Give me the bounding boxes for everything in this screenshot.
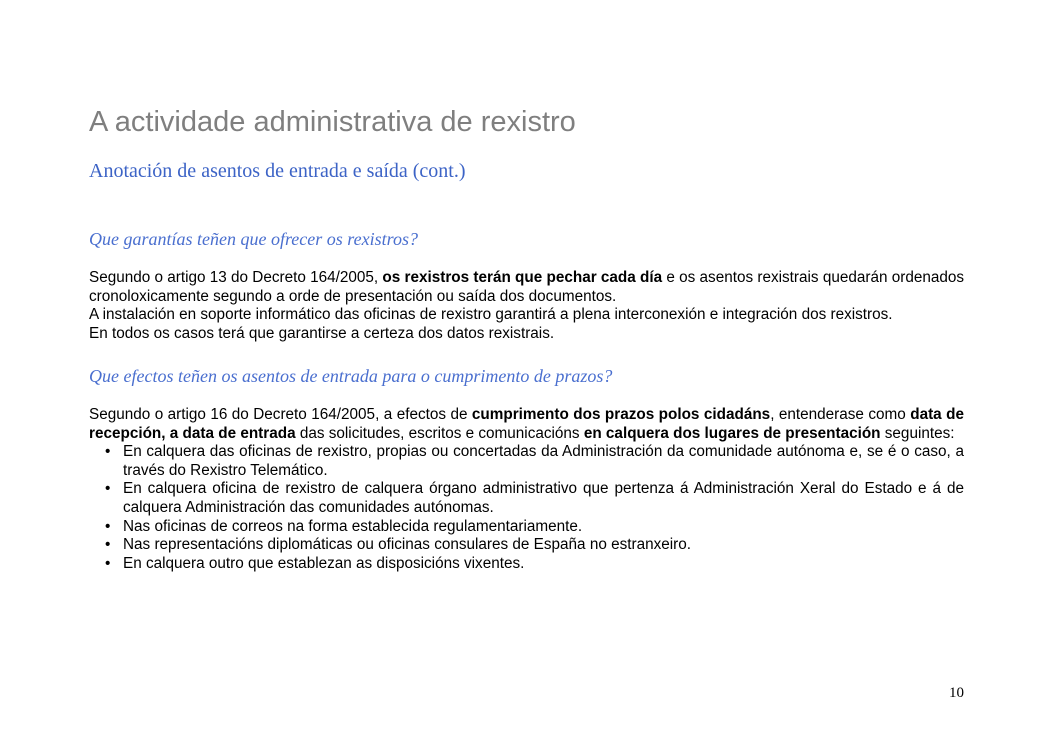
section-1-question: Que garantías teñen que ofrecer os rexistros?: [89, 229, 418, 249]
list-item-text: En calquera oficina de rexistro de calquera órgano administrativo que pertenza á Administración Xeral do Estado e á de calquera Administración das comunidades autónomas.: [123, 480, 964, 516]
text-run: e os asentos rexistrais quedarán ordenados cronoloxicamente segundo a orde de presentación ou saída dos documentos.: [89, 269, 965, 305]
text-run: das solicitudes, escritos e comunicacións: [295, 424, 584, 442]
section-1-paragraph-1: [89, 269, 964, 306]
section-1-paragraph-3: En todos os casos terá que garantirse a certeza dos datos rexistrais.: [89, 324, 555, 342]
section-1-body: [89, 269, 964, 343]
section-2-paragraph-1: [89, 406, 964, 443]
page-number: 10: [949, 685, 964, 701]
bullet-icon: •: [105, 554, 111, 572]
list-item: [89, 443, 964, 480]
bullet-icon: •: [105, 443, 111, 461]
text-run: Segundo o artigo 16 do Decreto 164/2005, a efectos de: [89, 406, 472, 423]
text-run: seguintes:: [880, 424, 955, 442]
section-2-question: Que efectos teñen os asentos de entrada para o cumprimento de prazos?: [89, 366, 613, 386]
list-item: [89, 555, 964, 574]
places-of-presentation-list: [89, 443, 964, 573]
text-run: Segundo o artigo 13 do Decreto 164/2005,: [89, 269, 383, 286]
list-item-text: En calquera outro que establezan as disposicións vixentes.: [123, 554, 525, 572]
list-item: [89, 480, 964, 517]
list-item: [89, 518, 964, 537]
text-run: , entenderase como: [770, 406, 911, 423]
bold-text-run: os rexistros terán que pechar cada día: [382, 269, 663, 286]
page-title: A actividade administrativa de rexistro: [89, 106, 576, 138]
bold-text-run: cumprimento dos prazos polos cidadáns: [471, 406, 771, 423]
page-subtitle: Anotación de asentos de entrada e saída (cont.): [89, 160, 466, 182]
bullet-icon: •: [105, 536, 111, 554]
list-item: [89, 536, 964, 555]
list-item-text: Nas oficinas de correos na forma establecida regulamentariamente.: [123, 517, 583, 535]
bold-text-run: en calquera dos lugares de presentación: [583, 424, 881, 442]
document-page: [89, 0, 964, 744]
section-1-paragraph-2: A instalación en soporte informático das oficinas de rexistro garantirá a plena interconexión e integración dos rexistros.: [89, 306, 893, 324]
list-item-text: Nas representacións diplomáticas ou oficinas consulares de España no estranxeiro.: [123, 536, 692, 554]
list-item-text: En calquera das oficinas de rexistro, propias ou concertadas da Administración da comunidade autónoma e, se é o caso, a través do Rexistro Telemático.: [123, 443, 964, 479]
bold-text-run: data de recepción, a data de entrada: [89, 406, 964, 442]
bullet-icon: •: [105, 517, 111, 535]
bullet-icon: •: [105, 480, 111, 498]
section-2-body: [89, 406, 964, 573]
